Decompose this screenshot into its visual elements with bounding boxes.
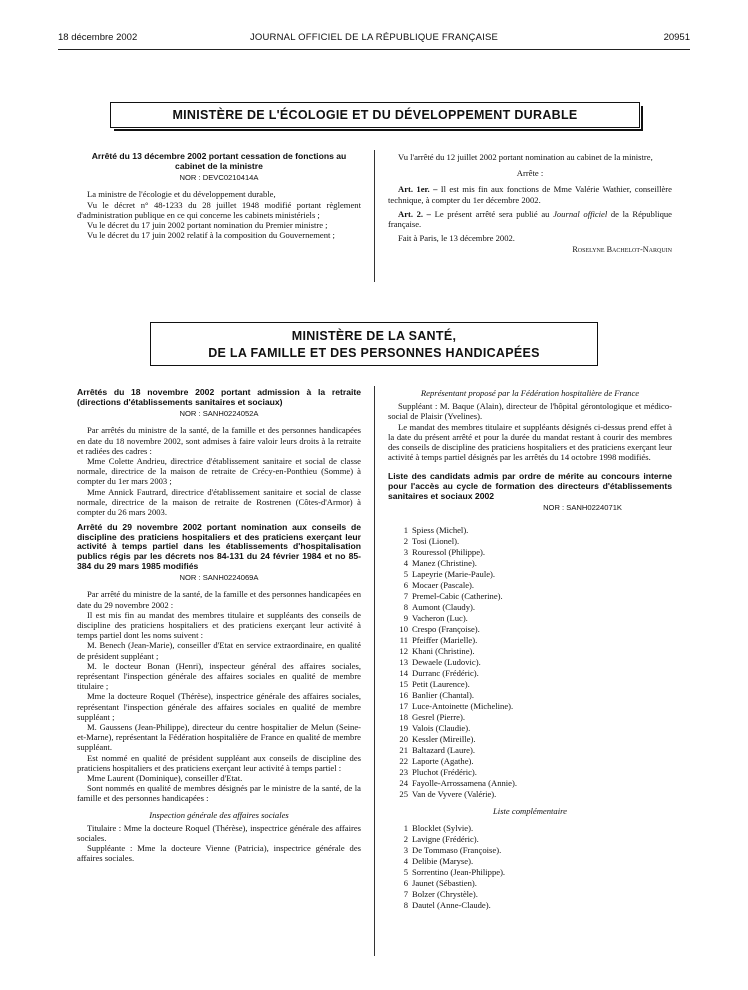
list-item — [388, 867, 672, 878]
list-item — [388, 878, 672, 889]
list-item — [388, 701, 672, 712]
place-date: Fait à Paris, le 13 décembre 2002. — [398, 233, 515, 244]
list-item — [388, 624, 672, 635]
header-date: 18 décembre 2002 — [58, 32, 138, 43]
list-item-number: 14 — [399, 668, 408, 679]
list-item-number: 4 — [403, 558, 408, 569]
list-item — [388, 525, 672, 536]
list-item — [388, 690, 672, 701]
list-item — [388, 723, 672, 734]
list-item-number: 19 — [399, 723, 408, 734]
candidate-name: Van de Vyvere (Valérie). — [412, 789, 497, 800]
list-item — [388, 679, 672, 690]
paragraph: Mme la docteure Roquel (Thérèse), inspectrice générale des affaires sociales, représentant l'inspection générale des affaires sociales en qualité de membre suppléant ; — [77, 691, 361, 722]
list-item-number: 6 — [403, 580, 408, 591]
candidate-name: Vacheron (Luc). — [412, 613, 468, 624]
list-item-number: 4 — [403, 855, 408, 866]
candidate-name: Dewaele (Ludovic). — [412, 657, 481, 668]
list-item-number: 21 — [399, 745, 408, 756]
list-item — [388, 856, 672, 867]
list-item-number: 22 — [399, 756, 408, 767]
candidate-name: Kessler (Mireille). — [412, 734, 476, 745]
complementary-candidates-list — [388, 823, 672, 911]
candidate-name: Premel-Cabic (Catherine). — [412, 591, 503, 602]
ministry-health-title-line2: DE LA FAMILLE ET DES PERSONNES HANDICAPÉES — [208, 346, 540, 360]
header-page-number: 20951 — [663, 32, 690, 43]
list-item — [388, 668, 672, 679]
candidate-name: Aumont (Claudy). — [412, 602, 476, 613]
paragraph: Vu le décret du 17 juin 2002 portant nomination du Premier ministre ; — [87, 220, 328, 230]
candidate-name: Khani (Christine). — [412, 646, 475, 657]
list-item-number: 5 — [403, 866, 408, 877]
list-item-number: 24 — [399, 778, 408, 789]
candidate-name: Rouressol (Philippe). — [412, 547, 486, 558]
paragraph: La ministre de l'écologie et du développement durable, — [87, 189, 276, 200]
candidate-name: Delibie (Maryse). — [412, 855, 474, 866]
list-item — [388, 745, 672, 756]
candidate-name: Valois (Claudie). — [412, 723, 471, 734]
article-1 — [388, 184, 672, 204]
article-2-text-end: de la République française. — [388, 208, 673, 230]
list-item-number: 18 — [399, 712, 408, 723]
list-item — [388, 657, 672, 668]
list-item-number: 11 — [399, 635, 408, 646]
list-item-number: 10 — [399, 624, 408, 635]
candidate-name: Pluchot (Frédéric). — [412, 767, 477, 778]
paragraph: Par arrêté du ministre de la santé, de la famille et des personnes handicapées en date du 29 novembre 2002 : — [77, 589, 361, 610]
list-item-number: 20 — [399, 734, 408, 745]
list-item-number: 9 — [403, 613, 408, 624]
list-item — [388, 900, 672, 911]
candidate-name: Durranc (Frédéric). — [412, 668, 479, 679]
paragraph: Par arrêtés du ministre de la santé, de la famille et des personnes handicapées en date du 18 novembre 2002, sont admises à faire valoir leurs droits à la retraite et radiées des cadres : — [77, 425, 361, 456]
list-item — [388, 547, 672, 558]
candidate-name: Laporte (Agathe). — [412, 756, 474, 767]
list-item-number: 2 — [403, 833, 408, 844]
paragraph: M. Benech (Jean-Marie), conseiller d'Etat en service extraordinaire, en qualité de président suppléant ; — [77, 640, 361, 661]
retirement-decree-nor: NOR : SANH0224052A — [179, 409, 259, 419]
arrete-heading: Arrête : — [516, 168, 544, 179]
list-item — [388, 889, 672, 900]
list-item-number: 5 — [403, 569, 408, 580]
list-item-number: 1 — [403, 822, 408, 833]
ecology-decree-right — [388, 152, 672, 256]
list-item-number: 2 — [403, 536, 408, 547]
list-item-number: 13 — [399, 657, 408, 668]
list-item — [388, 823, 672, 834]
candidate-name: Pfeiffer (Marielle). — [412, 635, 478, 646]
header-journal-title: JOURNAL OFFICIEL DE LA RÉPUBLIQUE FRANÇAISE — [249, 32, 499, 43]
ministry-ecology-box — [110, 102, 640, 128]
ministry-ecology-title: MINISTÈRE DE L'ÉCOLOGIE ET DU DÉVELOPPEMENT DURABLE — [172, 108, 578, 122]
list-item-number: 8 — [403, 899, 408, 910]
paragraph: Il est mis fin au mandat des membres titulaire et suppléants des conseils de discipline des praticiens hospitaliers et des praticiens exerçant leur activité à temps partiel dont les noms suivent : — [77, 609, 361, 641]
article-2 — [388, 209, 672, 229]
journal-officiel-italic: Journal officiel — [553, 208, 608, 219]
candidates-list-nor: NOR : SANH0224071K — [543, 503, 622, 513]
list-item-number: 15 — [399, 679, 408, 690]
ecology-decree-nor: NOR : DEVC0210414A — [179, 173, 259, 183]
list-item — [388, 613, 672, 624]
list-item — [388, 569, 672, 580]
list-item-number: 3 — [403, 547, 408, 558]
candidate-name: Tosi (Lionel). — [412, 536, 460, 547]
list-item-number: 7 — [403, 591, 408, 602]
candidate-name: Bolzer (Chrystèle). — [412, 888, 478, 899]
list-item — [388, 580, 672, 591]
candidate-name: Banlier (Chantal). — [412, 690, 475, 701]
paragraph: Sont nommés en qualité de membres désignés par le ministre de la santé, de la famille et des personnes handicapées : — [77, 783, 361, 804]
candidate-name: Lapeyrie (Marie-Paule). — [412, 569, 496, 580]
candidate-name: Baltazard (Laure). — [412, 745, 475, 756]
list-item-number: 16 — [399, 690, 408, 701]
list-item — [388, 789, 672, 800]
retirement-decree-title: Arrêtés du 18 novembre 2002 portant admission à la retraite (directions d'établissements sanitaires et sociaux) — [77, 387, 361, 407]
list-item — [388, 778, 672, 789]
list-item-number: 3 — [403, 844, 408, 855]
candidate-name: Manez (Christine). — [412, 558, 477, 569]
list-item — [388, 834, 672, 845]
list-item — [388, 712, 672, 723]
paragraph: Suppléante : Mme la docteure Vienne (Patricia), inspectrice générale des affaires sociales. — [77, 843, 361, 864]
list-item-number: 6 — [403, 877, 408, 888]
candidate-name: Jaunet (Sébastien). — [412, 877, 477, 888]
column-divider — [374, 386, 375, 956]
list-item — [388, 767, 672, 778]
list-item — [388, 734, 672, 745]
ecology-decree-left — [77, 152, 361, 240]
paragraph: Est nommé en qualité de président suppléant aux conseils de discipline des praticiens hospitaliers et des praticiens exerçant leur activité à temps partiel : — [77, 752, 361, 773]
discipline-decree-title: Arrêté du 29 novembre 2002 portant nomination aux conseils de discipline des praticiens hospitaliers et des praticiens exerçant leur activité à temps partiel dans les établissements d'hospitalisation publics régis par les décrets nos 84-131 du 24 février 1984 et no 85-384 du 29 mars 1985 modifiés — [77, 522, 361, 571]
candidate-name: Petit (Laurence). — [412, 679, 470, 690]
list-item — [388, 635, 672, 646]
paragraph: M. Gaussens (Jean-Philippe), directeur du centre hospitalier de Melun (Seine-et-Marne), représentant la Fédération hospitalière de France en qualité de membre suppléant. — [77, 722, 361, 753]
list-item — [388, 591, 672, 602]
paragraph: Vu le décret n° 48-1233 du 28 juillet 1948 modifié portant règlement d'administration publique en ce qui concerne les cabinets ministériels ; — [77, 199, 361, 220]
candidate-name: Gesrel (Pierre). — [412, 712, 465, 723]
paragraph: Mme Laurent (Dominique), conseiller d'Etat. — [87, 773, 243, 784]
list-item — [388, 756, 672, 767]
discipline-decree-nor: NOR : SANH0224069A — [179, 573, 259, 583]
list-item — [388, 536, 672, 547]
article-2-text: Le présent arrêté sera publié au — [430, 208, 554, 219]
main-candidates-list — [388, 525, 672, 800]
list-item-number: 12 — [399, 646, 408, 657]
candidate-name: Lavigne (Frédéric). — [412, 833, 479, 844]
health-left-column — [77, 388, 361, 864]
list-item — [388, 558, 672, 569]
list-item — [388, 646, 672, 657]
article-1-label: Art. 1er. – — [398, 184, 438, 195]
paragraph: Titulaire : Mme la docteure Roquel (Thérèse), inspectrice générale des affaires sociales. — [77, 822, 361, 844]
paragraph: Mme Annick Fautrard, directrice d'établissement sanitaire et social de classe normale, directrice de la maison de retraite de Rostrenen (Côtes-d'Armor) à compter du 26 mars 2003. — [77, 486, 361, 518]
candidates-list-title: Liste des candidats admis par ordre de mérite au concours interne pour l'accès au cycle de formation des directeurs d'établissements sanitaires et sociaux 2002 — [388, 471, 672, 501]
candidate-name: Mocaer (Pascale). — [412, 580, 475, 591]
paragraph: Suppléant : M. Baque (Alain), directeur de l'hôpital gérontologique et médico-social de Plaisir (Yvelines). — [388, 401, 672, 422]
candidate-name: Sorrentino (Jean-Philippe). — [412, 866, 506, 877]
candidate-name: Fayolle-Arrossamena (Annie). — [412, 778, 518, 789]
fhf-heading: Représentant proposé par la Fédération hospitalière de France — [420, 388, 640, 398]
list-item-number: 1 — [403, 525, 408, 536]
list-item-number: 23 — [399, 767, 408, 778]
list-item-number: 17 — [399, 701, 408, 712]
candidate-name: Crespo (Françoise). — [412, 624, 480, 635]
candidate-name: De Tommaso (Françoise). — [412, 844, 502, 855]
paragraph: Vu le décret du 17 juin 2002 relatif à la composition du Gouvernement ; — [87, 230, 335, 241]
paragraph: Mme Colette Andrieu, directrice d'établissement sanitaire et social de classe normale, directrice de la maison de retraite de Crécy-en-Ponthieu (Somme) à compter du 1er mars 2003 ; — [77, 456, 361, 487]
complementary-list-heading: Liste complémentaire — [493, 806, 567, 817]
article-2-label: Art. 2. – — [398, 208, 431, 219]
candidate-name: Dautel (Anne-Claude). — [412, 899, 491, 910]
signature: Roselyne Bachelot-Narquin — [572, 245, 672, 255]
ministry-health-box — [150, 322, 598, 366]
list-item-number: 7 — [403, 888, 408, 899]
paragraph: Vu l'arrêté du 12 juillet 2002 portant nomination au cabinet de la ministre, — [398, 152, 653, 162]
paragraph: M. le docteur Bonan (Henri), inspecteur général des affaires sociales, représentant l'inspection générale des affaires sociales en qualité de membre titulaire ; — [77, 660, 361, 692]
running-header — [58, 32, 690, 46]
list-item — [388, 845, 672, 856]
candidate-name: Spiess (Michel). — [412, 525, 469, 536]
article-1-text: Il est mis fin aux fonctions de Mme Valérie Wathier, conseillère technique, à compter du 1er décembre 2002. — [388, 184, 672, 205]
list-item — [388, 602, 672, 613]
ministry-health-title-line1: MINISTÈRE DE LA SANTÉ, — [291, 329, 457, 343]
candidate-name: Blocklet (Sylvie). — [412, 822, 474, 833]
igas-heading: Inspection générale des affaires sociales — [149, 809, 289, 820]
column-divider — [374, 150, 375, 282]
list-item-number: 25 — [399, 789, 408, 800]
candidate-name: Luce-Antoinette (Micheline). — [412, 701, 514, 712]
paragraph: Le mandat des membres titulaire et suppléants désignés ci-dessus prend effet à la date du présent arrêté et pour la durée du mandat restant à courir des membres des conseils de discipline des praticiens hospitaliers et des praticiens exerçant leur activité à temps partiel désignés par les arrêtés du 14 octobre 1998 modifiés. — [388, 421, 672, 463]
list-item-number: 8 — [403, 602, 408, 613]
header-rule — [58, 49, 690, 50]
health-right-column — [388, 388, 672, 911]
ecology-decree-title: Arrêté du 13 décembre 2002 portant cessation de fonctions au cabinet de la ministre — [91, 151, 347, 171]
